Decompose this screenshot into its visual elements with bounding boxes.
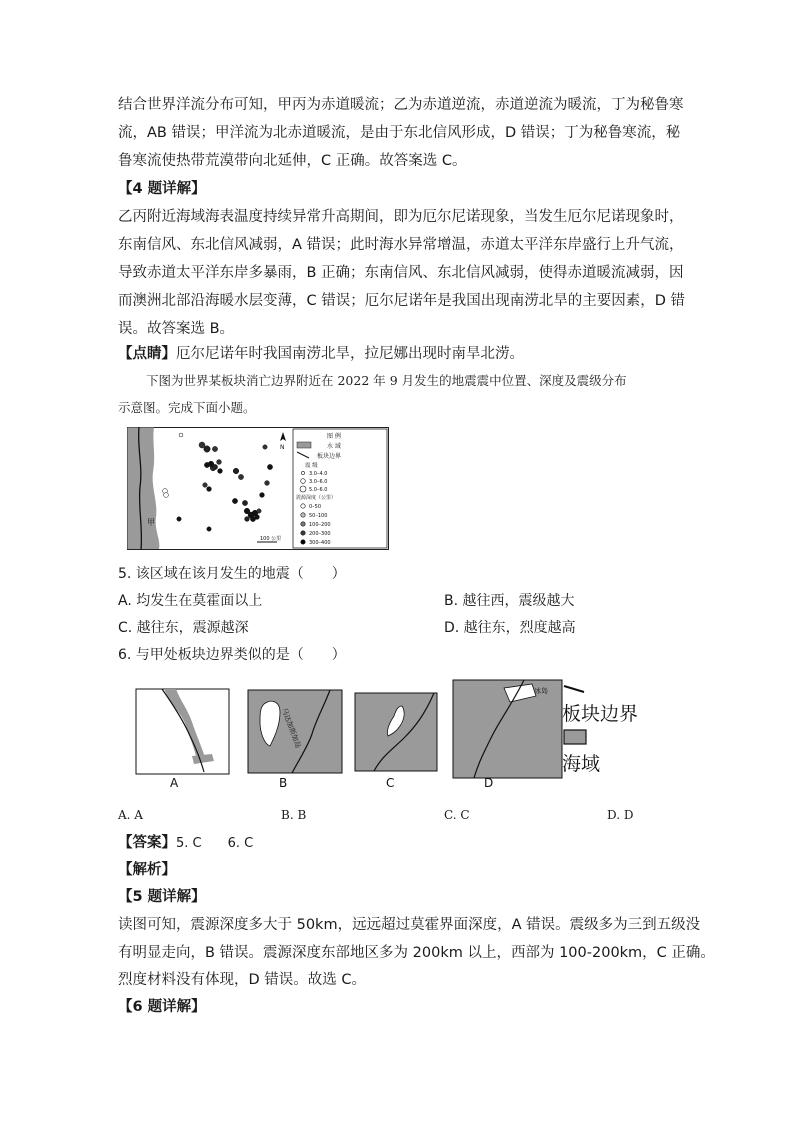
earthquake-dot [212, 464, 217, 469]
earthquake-dot [199, 442, 205, 448]
legend-title: 图 例 [327, 433, 341, 440]
earthquake-dot [207, 487, 212, 492]
fig-label-a: A [170, 776, 179, 790]
legend-depth-3 [301, 531, 305, 535]
q6-option-b[interactable]: B. B [281, 808, 307, 822]
q6-fig-b [248, 690, 342, 773]
answer-text: 5. C 6. C [176, 836, 254, 851]
tip-line [118, 344, 524, 364]
q5-text-line: 烈度材料没有体现，D 错误。故选 C。 [118, 972, 367, 988]
q3-text-line: 流，AB 错误；甲洋流为北赤道暖流，是由于东北信风形成，D 错误；丁为秘鲁寒流，秘 [118, 125, 681, 141]
answer-line [118, 833, 253, 854]
legend-depth: 300–400 [309, 540, 331, 546]
earthquake-dot [179, 433, 183, 437]
earthquake-dot [232, 498, 237, 503]
label-madagascar: 马达加斯加岛 [280, 706, 303, 750]
earthquake-dot [267, 464, 272, 469]
q5-text-line: 有明显走向，B 错误。震源深度东部地区多为 200km 以上，西部为 100-200km，C 正确。 [118, 945, 715, 961]
map-legend [293, 429, 387, 548]
legend-depth-4 [301, 540, 305, 544]
tip-label: 【点睛】 [118, 346, 176, 362]
q5-option-b[interactable]: B. 越往西，震级越大 [444, 593, 575, 609]
q6-fig-a [136, 689, 229, 774]
q6-fig-c [355, 693, 437, 771]
legend-depth: 100–200 [309, 522, 331, 528]
q5-stem: 5. 该区域在该月发生的地震（ ） [118, 566, 346, 582]
q5-option-d[interactable]: D. 越往东，烈度越高 [444, 620, 576, 636]
q5-text-line: 读图可知，震源深度多大于 50km，远远超过莫霍界面深度，A 错误。震级多为三到五级没 [118, 917, 701, 933]
q6-option-c[interactable]: C. C [444, 808, 470, 822]
earthquake-dot [238, 474, 243, 479]
earthquake-dot [203, 483, 208, 488]
q6-option-d[interactable]: D. D [607, 808, 634, 822]
q5-heading: 【5 题详解】 [118, 889, 206, 905]
legend-depth-2 [301, 522, 305, 526]
legend-water: 水 域 [327, 443, 341, 450]
q6-figure [134, 676, 654, 791]
intro-line: 下图为世界某板块消亡边界附近在 2022 年 9 月发生的地震震中位置、深度及震级分布 [146, 373, 627, 388]
q4-text-line: 导致赤道太平洋东岸多暴雨，B 正确；东南信风、东北信风减弱，使得赤道暖流减弱，因 [118, 265, 684, 281]
earthquake-dot [164, 493, 169, 498]
legend-depth: 50–100 [309, 513, 328, 519]
legend-depth: 0–50 [309, 504, 322, 510]
q6-stem: 6. 与甲处板块边界类似的是（ ） [118, 647, 346, 663]
legend-sea-swatch [564, 730, 586, 744]
earthquake-dot [260, 493, 265, 498]
q6-heading: 【6 题详解】 [118, 999, 206, 1015]
q5-option-a[interactable]: A. 均发生在莫霍面以上 [118, 593, 263, 609]
earthquake-dot [263, 445, 267, 449]
answer-label: 【答案】 [118, 835, 176, 851]
earthquake-dot [242, 500, 247, 505]
earthquake-dot [177, 517, 181, 521]
north-label: N [280, 444, 285, 451]
earthquake-map [127, 427, 389, 550]
legend-magnitude-title: 震 级 [305, 463, 318, 469]
legend-depth: 200–300 [309, 531, 331, 537]
legend-boundary: 板块边界 [317, 453, 342, 460]
legend-mag: 5.0–6.0 [309, 487, 328, 493]
q4-heading: 【4 题详解】 [118, 181, 206, 197]
legend-mag: 3.0–6.0 [309, 479, 328, 485]
label-iceland: 冰岛 [534, 687, 548, 695]
q6-fig-d [453, 680, 562, 778]
earthquake-dot [255, 515, 260, 520]
legend-depth-0 [301, 504, 305, 508]
earthquake-dot [233, 468, 239, 474]
q4-text-line: 东南信风、东北信风减弱，A 错误；此时海水异常增温，赤道太平洋东岸盛行上升气流， [118, 237, 684, 253]
earthquake-dot [245, 517, 250, 522]
q6-legend [562, 686, 638, 775]
q4-text-line: 而澳洲北部沿海暖水层变薄，C 错误；厄尔尼诺年是我国出现南涝北旱的主要因素，D 错 [118, 293, 686, 309]
q5-option-c[interactable]: C. 越往东，震源越深 [118, 620, 249, 636]
earthquake-dot [212, 446, 217, 451]
tip-text: 厄尔尼诺年时我国南涝北旱，拉尼娜出现时南旱北涝。 [176, 346, 524, 362]
q6-option-a[interactable]: A. A [118, 808, 143, 822]
earthquake-dot [218, 469, 223, 474]
earthquake-dot [257, 509, 261, 513]
fig-label-d: D [484, 776, 494, 790]
legend-depth-1 [301, 513, 305, 517]
scale-label: 100 公里 [260, 536, 282, 542]
legend-water-swatch [297, 442, 311, 448]
legend-depth-title: 震源深度（公里） [296, 495, 337, 501]
q4-text-line: 误。故答案选 B。 [118, 321, 235, 337]
fig-label-c: C [386, 776, 395, 790]
fig-label-b: B [279, 776, 288, 790]
legend-sea-label: 海域 [562, 753, 601, 775]
legend-boundary-label: 板块边界 [562, 703, 639, 725]
legend-mag: 3.0–4.0 [309, 471, 328, 477]
earthquake-dot [204, 446, 210, 452]
earthquake-dot [217, 460, 222, 465]
analysis-label: 【解析】 [118, 862, 176, 878]
label-jia: 甲 [147, 518, 155, 527]
q4-text-line: 乙丙附近海域海表温度持续异常升高期间，即为厄尔尼诺现象，当发生厄尔尼诺现象时， [118, 209, 684, 225]
q3-text-line: 鲁寒流使热带荒漠带向北延伸，C 正确。故答案选 C。 [118, 153, 467, 169]
q3-text-line: 结合世界洋流分布可知，甲丙为赤道暖流；乙为赤道逆流，赤道逆流为暖流，丁为秘鲁寒 [118, 97, 684, 113]
intro-line: 示意图。完成下面小题。 [118, 400, 256, 415]
earthquake-dot [207, 527, 211, 531]
earthquake-dot [265, 481, 270, 486]
